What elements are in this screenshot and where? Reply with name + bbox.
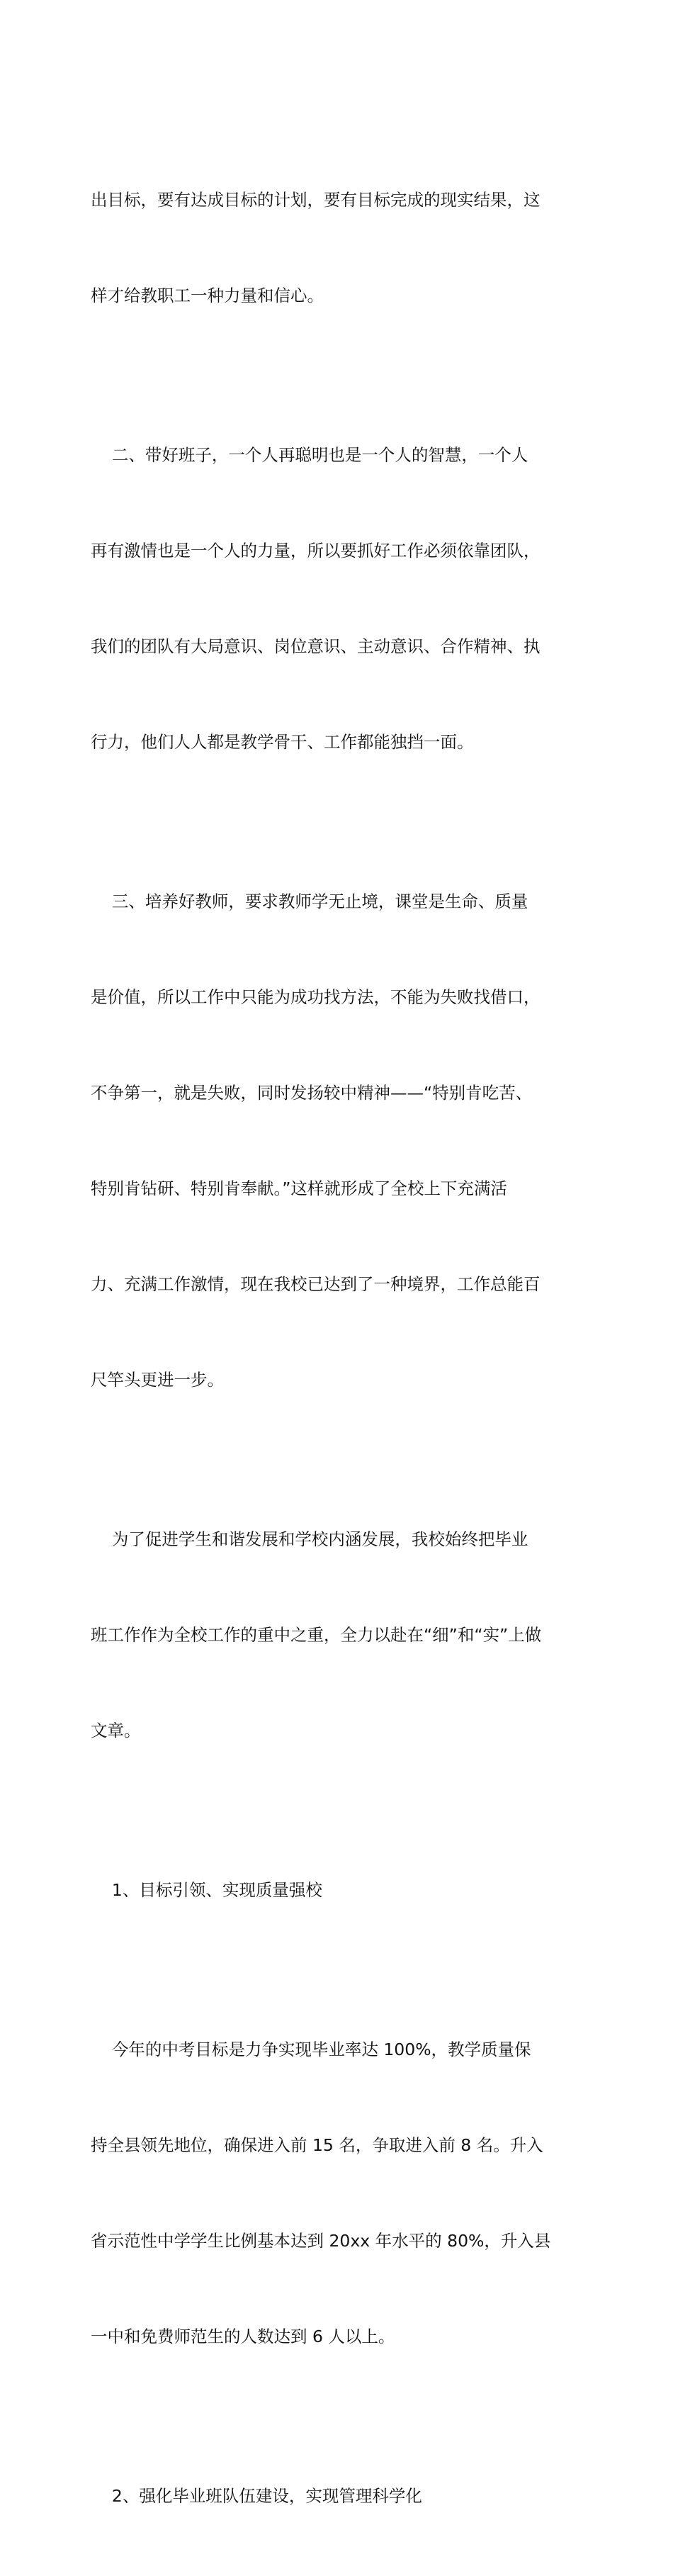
text-line: 班工作作为全校工作的重中之重，全力以赴在“细”和“实”上做 [91,1625,542,1645]
text-line: 三、培养好教师，要求教师学无止境，课堂是生命、质量 [91,892,528,911]
paragraph-exam-targets [91,1970,589,2417]
text-line: 1、目标引领、实现质量强校 [91,1880,322,1900]
text-line: 省示范性中学学生比例基本达到 20xx 年水平的 80%，升入县 [91,2231,551,2251]
paragraph-goal-results [91,120,589,376]
text-line: 二、带好班子，一个人再聪明也是一个人的智慧，一个人 [91,445,528,465]
text-line: 样才给教职工一种力量和信心。 [91,286,324,305]
text-line: 今年的中考目标是力争实现毕业率达 100%，教学质量保 [91,2040,531,2059]
paragraph-graduating-class [91,1460,589,1811]
paragraph-lead-team [91,376,589,822]
text-line: 2、强化毕业班队伍建设，实现管理科学化 [91,2486,422,2506]
text-line: 为了促进学生和谐发展和学校内涵发展，我校始终把毕业 [91,1529,528,1549]
document-body [91,120,589,2576]
text-line: 持全县领先地位，确保进入前 15 名，争取进入前 8 名。升入 [91,2135,543,2155]
paragraph-train-teachers [91,822,589,1460]
text-line: 特别肯钻研、特别肯奉献。”这样就形成了全校上下充满活 [91,1179,507,1198]
text-line: 我们的团队有大局意识、岗位意识、主动意识、合作精神、执 [91,636,541,656]
text-line: 尺竿头更进一步。 [91,1370,224,1390]
heading-team-building [91,2417,589,2576]
text-line: 出目标，要有达成目标的计划，要有目标完成的现实结果，这 [91,190,541,210]
text-line: 再有激情也是一个人的力量，所以要抓好工作必须依靠团队， [91,541,541,561]
text-line: 力、充满工作激情，现在我校已达到了一种境界，工作总能百 [91,1274,541,1294]
heading-goal-quality [91,1811,589,1970]
text-line: 一中和免费师范生的人数达到 6 人以上。 [91,2327,395,2346]
text-line: 文章。 [91,1721,141,1740]
text-line: 是价值，所以工作中只能为成功找方法，不能为失败找借口， [91,987,541,1007]
text-line: 不争第一，就是失败，同时发扬较中精神——“特别肯吃苦、 [91,1083,533,1103]
text-line: 行力，他们人人都是教学骨干、工作都能独挡一面。 [91,732,474,752]
